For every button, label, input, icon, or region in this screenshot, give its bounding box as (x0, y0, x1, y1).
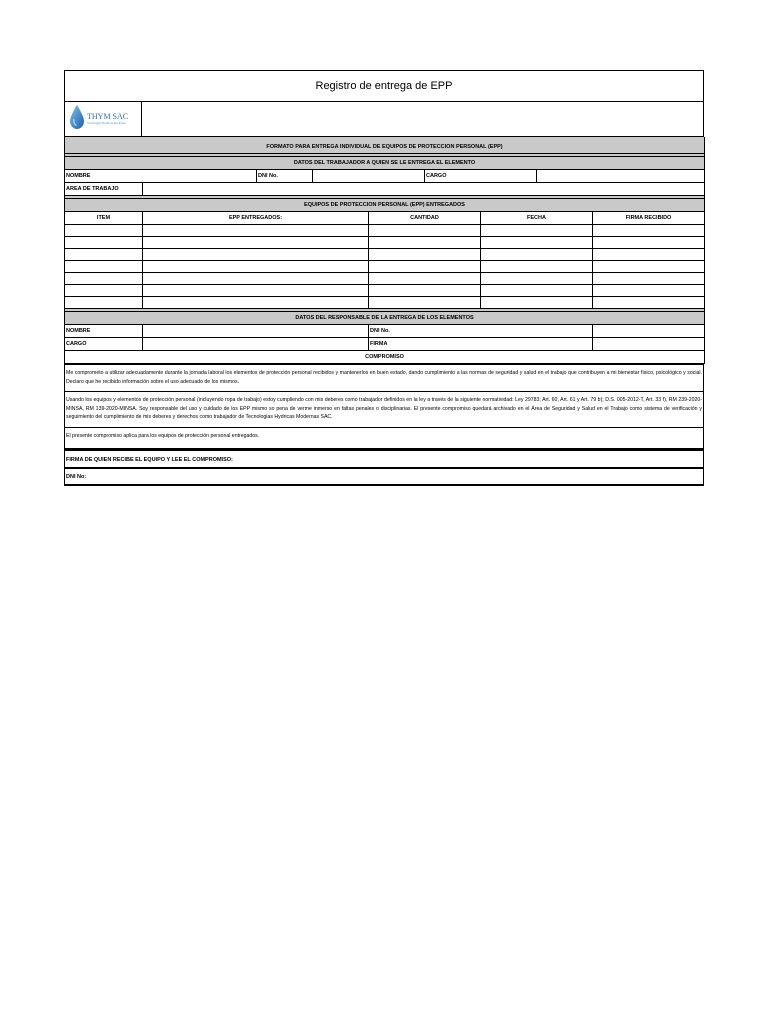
col-epp: EPP ENTREGADOS: (143, 212, 369, 225)
worker-name-label: NOMBRE (65, 170, 257, 183)
responsible-name-field[interactable] (143, 325, 369, 338)
item-cell[interactable] (65, 297, 143, 309)
company-logo-subtitle: Tecnologías Hydricas Modernas (87, 121, 126, 125)
item-cell[interactable] (65, 237, 143, 249)
quantity-cell[interactable] (369, 261, 481, 273)
col-signature: FIRMA RECIBIDO (593, 212, 705, 225)
epp-cell[interactable] (143, 297, 369, 309)
commitment-paragraph-1: Me comprometo a utilizar adecuadamente durante la jornada laboral los elementos de protección personal recibidos y mantenerlos en buen estado, dando cumplimiento a las normas de seguridad y salud en el trabajo que contribuyen a mi bienestar físico, psicológico y social. Declaro que he recibido información sobre el uso adecuado de los mismos. (64, 364, 704, 392)
date-cell[interactable] (481, 249, 593, 261)
signature-cell[interactable] (593, 273, 705, 285)
receiver-dni-label[interactable]: DNI No: (64, 468, 704, 486)
worker-dni-label: DNI No. (257, 170, 313, 183)
epp-cell[interactable] (143, 261, 369, 273)
form-header (64, 70, 704, 137)
date-cell[interactable] (481, 225, 593, 237)
epp-delivered-header: EQUIPOS DE PROTECCION PERSONAL (EPP) ENTREGADOS (65, 199, 705, 212)
responsible-dni-field[interactable] (593, 325, 705, 338)
quantity-cell[interactable] (369, 285, 481, 297)
commitment-paragraph-3: El presente compromiso aplica para los equipos de protección personal entregados. (64, 428, 704, 450)
receiver-signature-label[interactable]: FIRMA DE QUIEN RECIBE EL EQUIPO Y LEE EL COMPROMISO: (64, 449, 704, 468)
work-area-field[interactable] (143, 183, 705, 196)
commitment-paragraph-2: Usando los equipos y elementos de protección personal (incluyendo ropa de trabajo) estoy cumpliendo con mis deberes como trabajador definidos en la ley a través de la siguiente normatividad: Ley 29783; Art. 60, Art. 61 y Art. 79 b); D.S. 005-2012-T, Art. 33 f), RM 239-2020-MINSA, RM 139-2020-MINSA. Soy responsable del uso y cuidado de los EPP mismo so pena de verme inmerso en faltas penales o disciplinarias. El presente compromiso quedará archivado en el Área de Seguridad y Salud en el Trabajo como sistema de verificación y seguimiento del cumplimiento de mis deberes y derechos como trabajador de Tecnologias Hydricas Modernas SAC. (64, 392, 704, 428)
epp-cell[interactable] (143, 237, 369, 249)
signature-cell[interactable] (593, 225, 705, 237)
item-cell[interactable] (65, 273, 143, 285)
logo-row (65, 102, 703, 137)
epp-rows (65, 225, 705, 309)
epp-cell[interactable] (143, 285, 369, 297)
responsible-row-2 (65, 338, 705, 351)
epp-cell[interactable] (143, 273, 369, 285)
table-row (65, 225, 705, 237)
responsible-name-label: NOMBRE (65, 325, 143, 338)
date-cell[interactable] (481, 285, 593, 297)
signature-cell[interactable] (593, 237, 705, 249)
epp-form (64, 70, 704, 486)
water-drop-icon (69, 104, 85, 135)
item-cell[interactable] (65, 225, 143, 237)
date-cell[interactable] (481, 273, 593, 285)
epp-table-header (65, 212, 705, 225)
responsible-signature-field[interactable] (593, 338, 705, 351)
logo-row-blank (142, 102, 703, 136)
table-row (65, 273, 705, 285)
worker-dni-field[interactable] (313, 170, 425, 183)
worker-position-label: CARGO (425, 170, 537, 183)
signature-cell[interactable] (593, 249, 705, 261)
commitment-header: COMPROMISO (65, 351, 705, 364)
table-row (65, 285, 705, 297)
item-cell[interactable] (65, 249, 143, 261)
responsible-signature-label: FIRMA (369, 338, 593, 351)
signature-cell[interactable] (593, 297, 705, 309)
form-table (64, 137, 705, 364)
col-quantity: CANTIDAD (369, 212, 481, 225)
date-cell[interactable] (481, 297, 593, 309)
table-row (65, 261, 705, 273)
quantity-cell[interactable] (369, 297, 481, 309)
responsible-position-label: CARGO (65, 338, 143, 351)
page-title: Registro de entrega de EPP (65, 71, 703, 102)
work-area-label: AREA DE TRABAJO (65, 183, 143, 196)
worker-row-1 (65, 170, 705, 183)
col-date: FECHA (481, 212, 593, 225)
company-logo (65, 102, 142, 136)
company-logo-text: THYM SAC Tecnologías Hydricas Modernas (87, 112, 129, 125)
responsible-row-1 (65, 325, 705, 338)
quantity-cell[interactable] (369, 225, 481, 237)
date-cell[interactable] (481, 237, 593, 249)
quantity-cell[interactable] (369, 273, 481, 285)
item-cell[interactable] (65, 261, 143, 273)
format-title: FORMATO PARA ENTREGA INDIVIDUAL DE EQUIPOS DE PROTECCION PERSONAL (EPP) (65, 141, 705, 154)
date-cell[interactable] (481, 261, 593, 273)
worker-data-header: DATOS DEL TRABAJADOR A QUIEN SE LE ENTREGA EL ELEMENTO (65, 157, 705, 170)
worker-position-field[interactable] (537, 170, 705, 183)
responsible-dni-label: DNI No. (369, 325, 593, 338)
epp-cell[interactable] (143, 249, 369, 261)
table-row (65, 249, 705, 261)
signature-cell[interactable] (593, 285, 705, 297)
responsible-position-field[interactable] (143, 338, 369, 351)
responsible-data-header: DATOS DEL RESPONSABLE DE LA ENTREGA DE LOS ELEMENTOS (65, 312, 705, 325)
col-item: ITEM (65, 212, 143, 225)
table-row (65, 297, 705, 309)
table-row (65, 237, 705, 249)
quantity-cell[interactable] (369, 237, 481, 249)
item-cell[interactable] (65, 285, 143, 297)
quantity-cell[interactable] (369, 249, 481, 261)
signature-cell[interactable] (593, 261, 705, 273)
worker-row-2 (65, 183, 705, 196)
epp-cell[interactable] (143, 225, 369, 237)
